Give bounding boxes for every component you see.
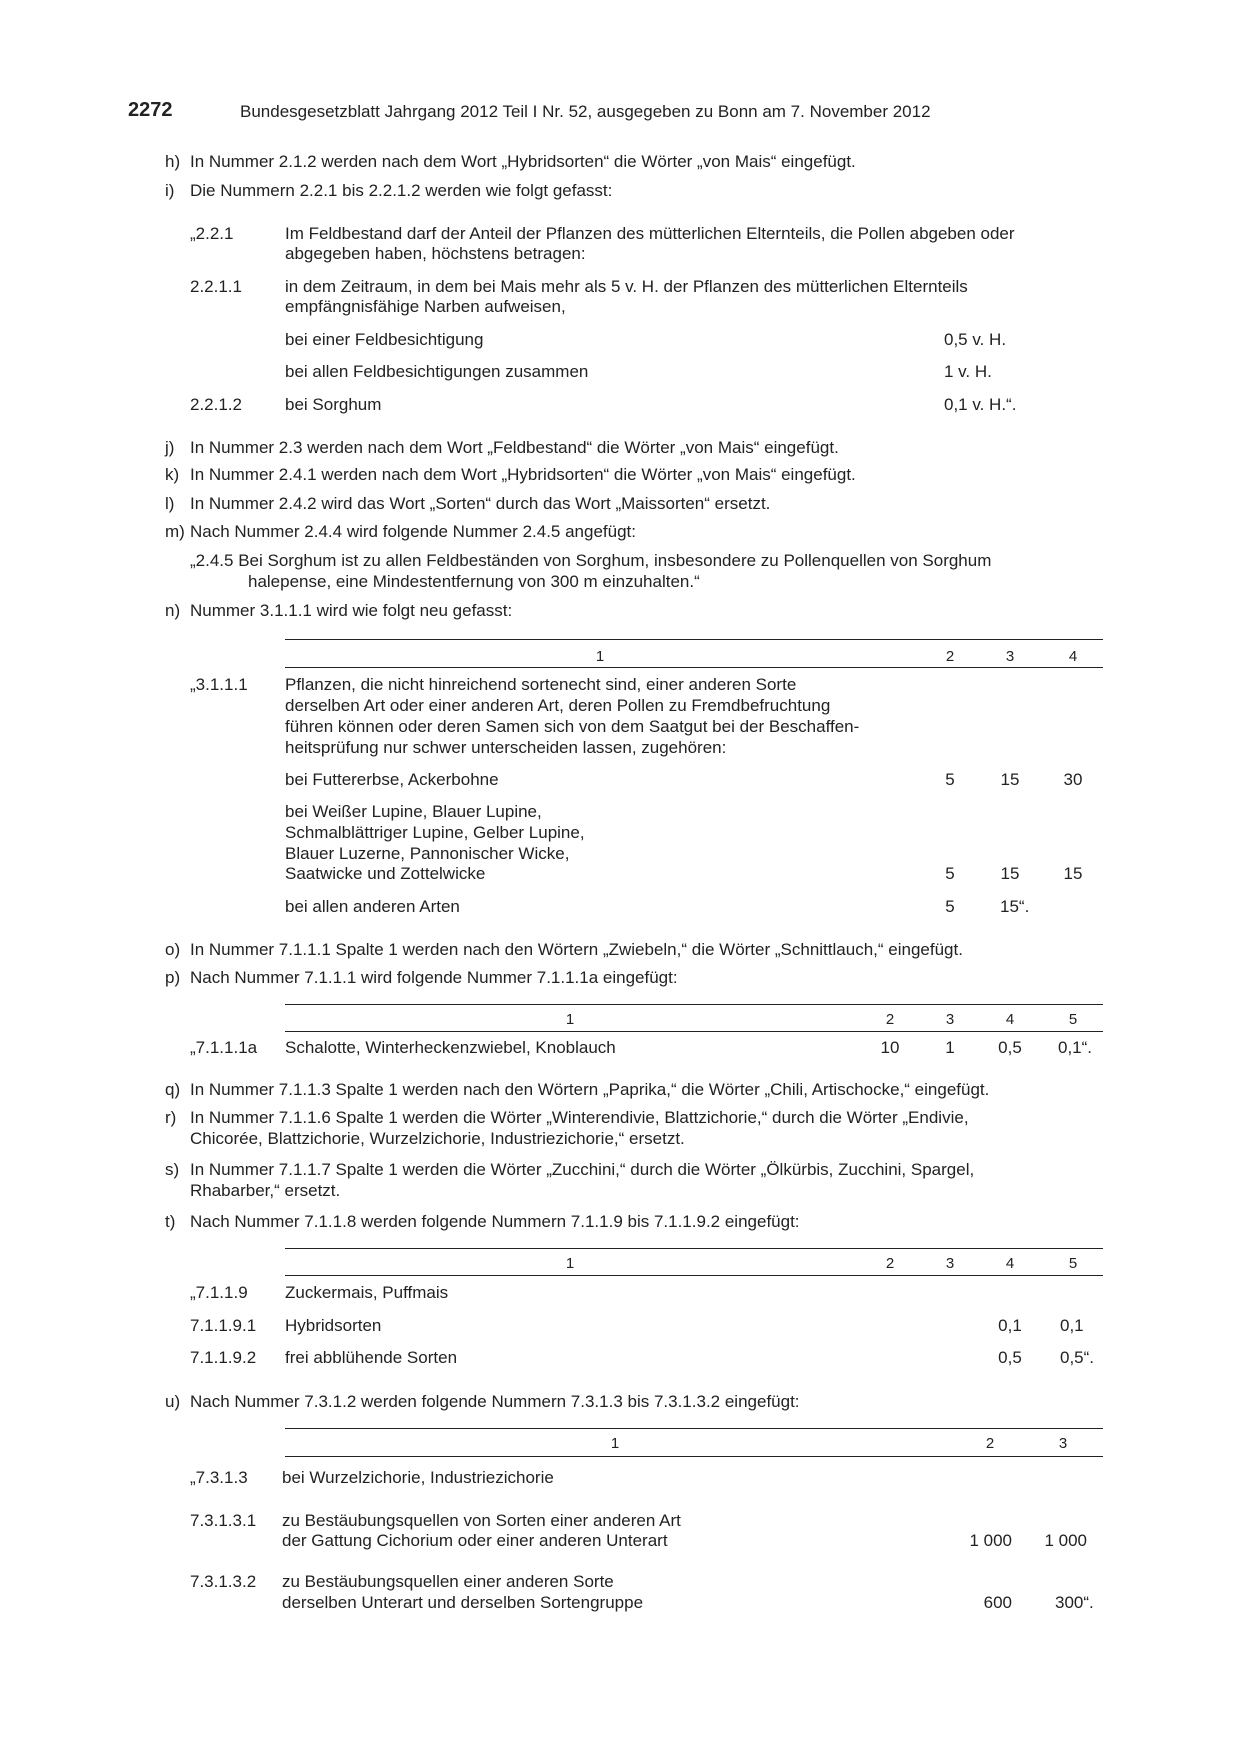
table-u-row3-line-2: derselben Unterart und derselben Sortengruppe [282,1593,644,1612]
block-i-num-1: „2.2.1 [190,224,234,243]
item-r-line-1: In Nummer 7.1.1.6 Spalte 1 werden die Wörter „Winterendivie, Blattzichorie,“ durch die Wörter „Endivie, [190,1108,969,1127]
table-u-header-2: 2 [985,1435,995,1452]
item-s-label: s) [165,1160,180,1179]
block-i-text-1a: Im Feldbestand darf der Anteil der Pflanzen des mütterlichen Elternteils, die Pollen abgeben oder [285,224,1015,243]
table-n-row1-c2: 5 [945,770,955,789]
table-n-desc-line: derselben Art oder einer anderen Art, deren Pollen zu Fremdbefruchtung [285,696,831,715]
item-u-text: Nach Nummer 7.3.1.2 werden folgende Nummern 7.3.1.3 bis 7.3.1.3.2 eingefügt: [190,1392,800,1411]
page-header-title: Bundesgesetzblatt Jahrgang 2012 Teil I Nr. 52, ausgegeben zu Bonn am 7. November 2012 [240,102,931,121]
table-u-row3-c2: 600 [983,1593,1012,1612]
table-p-header-1: 1 [565,1011,575,1028]
table-n-row2-line: bei Weißer Lupine, Blauer Lupine, [285,802,542,821]
item-l-label: l) [165,494,175,513]
item-o-text: In Nummer 7.1.1.1 Spalte 1 werden nach den Wörtern „Zwiebeln,“ die Wörter „Schnittlauch,“ eingefügt. [190,940,963,959]
block-i-value-3: 0,5 v. H. [944,330,1007,349]
table-u-row2-line-1: zu Bestäubungsquellen von Sorten einer anderen Art [282,1511,681,1530]
item-s-line-1: In Nummer 7.1.1.7 Spalte 1 werden die Wörter „Zucchini,“ durch die Wörter „Ölkürbis, Zucchini, Spargel, [190,1160,975,1179]
item-o-label: o) [165,940,181,959]
table-p-c5: 0,1“. [1058,1038,1093,1057]
table-p-text: Schalotte, Winterheckenzwiebel, Knoblauch [285,1038,616,1057]
item-h-label: h) [165,152,181,171]
table-t-header-2: 2 [885,1255,895,1272]
table-u-row2-line-2: der Gattung Cichorium oder einer anderen Unterart [282,1531,668,1550]
table-u-row3-c3: 300“. [1055,1593,1094,1612]
item-j-label: j) [165,438,175,457]
block-i-text-2a: in dem Zeitraum, in dem bei Mais mehr als 5 v. H. der Pflanzen des mütterlichen Elternteils [285,277,968,296]
block-m-line-1: „2.4.5 Bei Sorghum ist zu allen Feldbeständen von Sorghum, insbesondere zu Pollenquellen von Sorghum [190,551,992,570]
item-j-text: In Nummer 2.3 werden nach dem Wort „Feldbestand“ die Wörter „von Mais“ eingefügt. [190,438,839,457]
table-n-header-rule [285,667,1103,668]
block-i-num-2: 2.2.1.1 [190,277,242,296]
block-i-value-5: 0,1 v. H.“. [944,395,1017,414]
item-l-text: In Nummer 2.4.2 wird das Wort „Sorten“ durch das Wort „Maissorten“ ersetzt. [190,494,771,513]
item-h-text: In Nummer 2.1.2 werden nach dem Wort „Hybridsorten“ die Wörter „von Mais“ eingefügt. [190,152,856,171]
item-s-line-2: Rhabarber,“ ersetzt. [190,1181,341,1200]
table-n-header-2: 2 [945,648,955,665]
item-k-text: In Nummer 2.4.1 werden nach dem Wort „Hybridsorten“ die Wörter „von Mais“ eingefügt. [190,465,856,484]
block-i-num-5: 2.2.1.2 [190,395,242,414]
page-number: 2272 [128,99,173,121]
table-n-row3-text: bei allen anderen Arten [285,897,460,916]
table-n-top-rule [285,639,1103,640]
item-r-label: r) [165,1108,177,1127]
table-t-top-rule [285,1248,1103,1249]
table-t-row3-c4: 0,5 [998,1348,1022,1367]
item-m-text: Nach Nummer 2.4.4 wird folgende Nummer 2.4.5 angefügt: [190,522,637,541]
table-u-row2-c2: 1 000 [969,1531,1012,1550]
block-i-value-4: 1 v. H. [944,362,992,381]
table-n-header-1: 1 [595,648,605,665]
item-u-label: u) [165,1392,181,1411]
table-u-header-3: 3 [1058,1435,1068,1452]
table-t-header-5: 5 [1068,1255,1078,1272]
table-u-row1-text: bei Wurzelzichorie, Industriezichorie [282,1468,554,1487]
table-n-row2-line: Schmalblättriger Lupine, Gelber Lupine, [285,823,585,842]
item-p-label: p) [165,968,181,987]
table-p-c3: 1 [945,1038,955,1057]
table-u-header-1: 1 [610,1435,620,1452]
item-k-label: k) [165,465,180,484]
item-n-label: n) [165,601,181,620]
table-n-row3-c2: 5 [945,897,955,916]
table-p-header-4: 4 [1005,1011,1015,1028]
table-t-row2-text: Hybridsorten [285,1316,382,1335]
item-i-label: i) [165,181,175,200]
table-n-desc-line: heitsprüfung nur schwer unterscheiden lassen, zugehören: [285,738,727,757]
table-n-desc-line: führen können oder deren Samen sich von dem Saatgut bei der Beschaffen- [285,717,860,736]
item-t-text: Nach Nummer 7.1.1.8 werden folgende Nummern 7.1.1.9 bis 7.1.1.9.2 eingefügt: [190,1212,800,1231]
table-n-row1-text: bei Futtererbse, Ackerbohne [285,770,499,789]
table-u-row2-num: 7.3.1.3.1 [190,1511,257,1530]
table-t-row1-text: Zuckermais, Puffmais [285,1283,449,1302]
table-t-row3-num: 7.1.1.9.2 [190,1348,257,1367]
item-m-label: m) [165,522,185,541]
table-n-row1-c4: 30 [1063,770,1083,789]
block-i-text-1b: abgegeben haben, höchstens betragen: [285,244,586,263]
table-t-row1-num: „7.1.1.9 [190,1283,248,1302]
table-u-row3-line-1: zu Bestäubungsquellen einer anderen Sorte [282,1572,614,1591]
table-n-num: „3.1.1.1 [190,675,248,694]
table-n-row3-c3: 15“. [1000,897,1030,916]
table-n-row1-c3: 15 [1000,770,1020,789]
block-i-text-4: bei allen Feldbesichtigungen zusammen [285,362,589,381]
table-t-row2-c5: 0,1 [1060,1316,1084,1335]
table-t-row2-num: 7.1.1.9.1 [190,1316,257,1335]
table-u-row1-num: „7.3.1.3 [190,1468,248,1487]
item-r-line-2: Chicorée, Blattzichorie, Wurzelzichorie, Industriezichorie,“ ersetzt. [190,1129,685,1148]
table-p-top-rule [285,1004,1103,1005]
table-p-c4: 0,5 [998,1038,1022,1057]
table-n-desc-line: Pflanzen, die nicht hinreichend sortenecht sind, einer anderen Sorte [285,675,797,694]
table-p-num: „7.1.1.1a [190,1038,258,1057]
table-n-row2-line: Saatwicke und Zottelwicke [285,864,486,883]
item-q-text: In Nummer 7.1.1.3 Spalte 1 werden nach den Wörtern „Paprika,“ die Wörter „Chili, Artischocke,“ eingefügt. [190,1080,990,1099]
table-n-row2-c3: 15 [1000,864,1020,883]
table-p-header-3: 3 [945,1011,955,1028]
item-t-label: t) [165,1212,176,1231]
table-n-header-3: 3 [1005,648,1015,665]
table-p-c2: 10 [880,1038,900,1057]
block-m-line-2: halepense, eine Mindestentfernung von 300 m einzuhalten.“ [248,572,700,591]
block-i-text-5: bei Sorghum [285,395,382,414]
item-n-text: Nummer 3.1.1.1 wird wie folgt neu gefasst: [190,601,513,620]
item-i-text: Die Nummern 2.2.1 bis 2.2.1.2 werden wie folgt gefasst: [190,181,613,200]
table-p-header-rule [285,1031,1103,1032]
table-u-header-rule [285,1456,1103,1457]
table-u-row3-num: 7.3.1.3.2 [190,1572,257,1591]
table-t-header-rule [285,1275,1103,1276]
table-p-header-2: 2 [885,1011,895,1028]
table-u-row2-c3: 1 000 [1044,1531,1087,1550]
table-t-header-4: 4 [1005,1255,1015,1272]
table-t-header-1: 1 [565,1255,575,1272]
table-n-row2-line: Blauer Luzerne, Pannonischer Wicke, [285,844,570,863]
table-n-row2-c2: 5 [945,864,955,883]
table-t-row3-text: frei abblühende Sorten [285,1348,458,1367]
item-q-label: q) [165,1080,181,1099]
block-i-text-2b: empfängnisfähige Narben aufweisen, [285,297,566,316]
item-p-text: Nach Nummer 7.1.1.1 wird folgende Nummer 7.1.1.1a eingefügt: [190,968,678,987]
table-t-header-3: 3 [945,1255,955,1272]
table-p-header-5: 5 [1068,1011,1078,1028]
table-u-top-rule [285,1428,1103,1429]
table-n-header-4: 4 [1068,648,1078,665]
block-i-text-3: bei einer Feldbesichtigung [285,330,484,349]
table-n-row2-c4: 15 [1063,864,1083,883]
table-t-row2-c4: 0,1 [998,1316,1022,1335]
table-t-row3-c5: 0,5“. [1060,1348,1095,1367]
